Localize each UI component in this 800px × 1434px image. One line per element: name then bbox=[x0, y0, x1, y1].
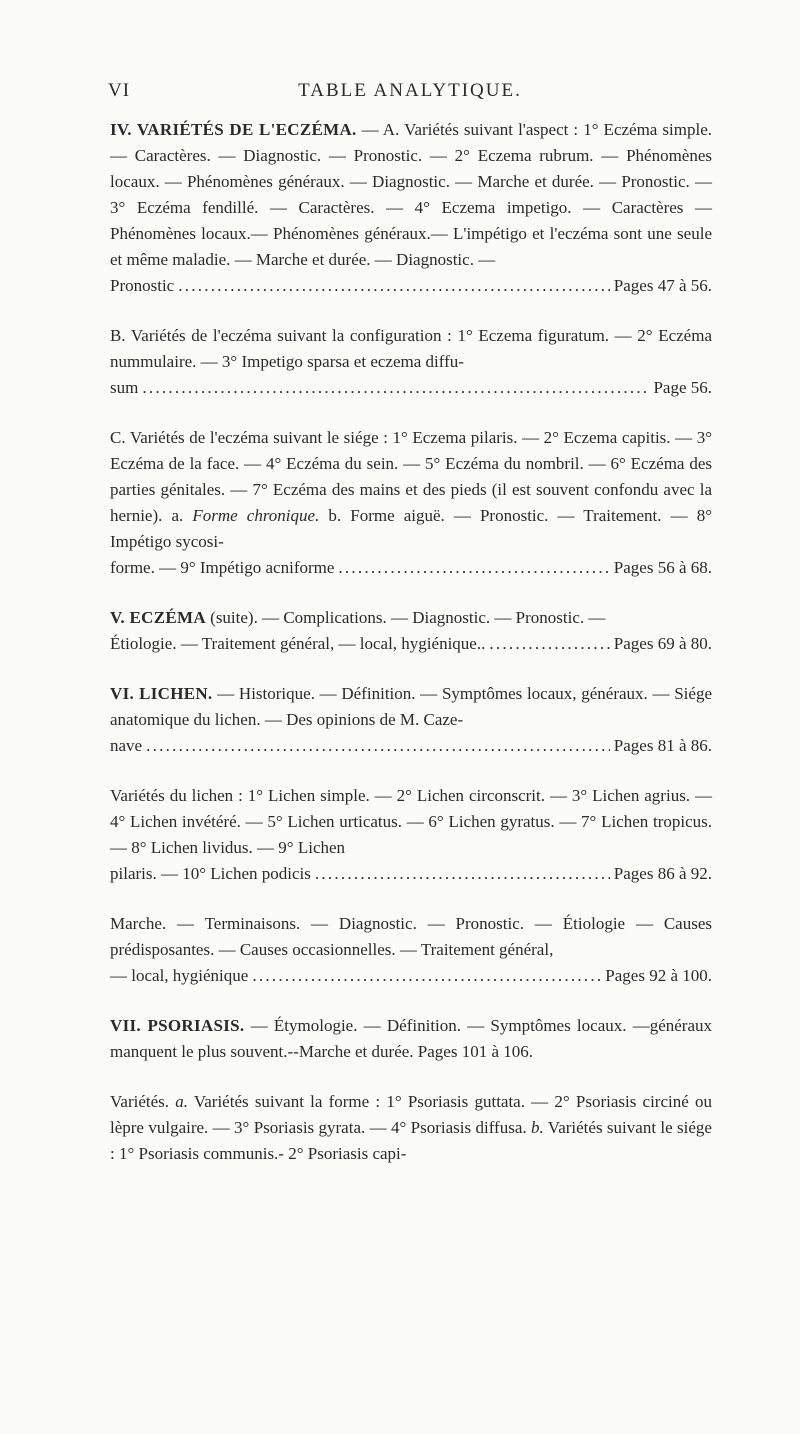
entry-b-pages: Page 56. bbox=[653, 378, 712, 397]
entry-c-text2: b. Forme aiguë. — Pronostic. — Traitement. — 8° Impétigo sycosi- bbox=[110, 506, 713, 551]
entry-c-pages: Pages 56 à 68. bbox=[613, 558, 712, 577]
entry-vii-heading: VII. PSORIASIS. bbox=[110, 1016, 245, 1035]
entry-iv-pages: Pages 47 à 56. bbox=[613, 276, 712, 295]
dot-leader bbox=[489, 631, 609, 657]
psoriasis-varieties-a: a. bbox=[175, 1092, 188, 1111]
marche-last: — local, hygiénique bbox=[110, 966, 249, 985]
entry-vi-leader bbox=[110, 733, 712, 759]
entry-iv-text: — A. Variétés suivant l'aspect : 1° Eczéma simple. — Caractères. — Diagnostic. — Pronostic. — 2° Eczema rubrum. — Phénomènes locaux. — Phénomènes généraux. — Diagnostic. — Marche et durée. — Pronostic. — 3° Eczéma fendillé. — Caractères. — 4° Eczema impetigo. — Caractères — Phénomènes locaux.— Phénomènes généraux.— L'impétigo et l'eczéma sont une seule et même maladie. — Marche et durée. — Diagnostic. — bbox=[110, 120, 712, 269]
table-of-contents bbox=[110, 117, 712, 1167]
entry-v-text: (suite). — Complications. — Diagnostic. — Pronostic. — bbox=[205, 608, 606, 627]
marche-leader bbox=[110, 963, 712, 989]
dot-leader bbox=[252, 963, 601, 989]
entry-b bbox=[110, 323, 712, 375]
dot-leader bbox=[338, 555, 609, 581]
entry-marche bbox=[110, 911, 712, 963]
page-number: VI bbox=[108, 80, 131, 101]
dot-leader bbox=[178, 273, 610, 299]
entry-c-last: forme. — 9° Impétigo acniforme bbox=[110, 558, 335, 577]
entry-v bbox=[110, 605, 712, 631]
entry-c-italic: Forme chronique. bbox=[192, 506, 320, 525]
entry-c-leader bbox=[110, 555, 712, 581]
entry-b-last: sum bbox=[110, 378, 139, 397]
psoriasis-varieties-text3: Variétés suivant le siége : 1° Psoriasis communis.- 2° Psoriasis capi- bbox=[110, 1118, 712, 1163]
page-header bbox=[108, 80, 712, 108]
dot-leader bbox=[142, 375, 649, 401]
marche-pages: Pages 92 à 100. bbox=[605, 966, 712, 985]
entry-vi-pages: Pages 81 à 86. bbox=[613, 736, 712, 755]
psoriasis-varieties-text2: Variétés suivant la forme : 1° Psoriasis guttata. — 2° Psoriasis circiné ou lèpre vulgaire. — 3° Psoriasis gyrata. — 4° Psoriasis diffusa. bbox=[110, 1092, 712, 1137]
psoriasis-varieties-text1: Variétés. bbox=[110, 1092, 176, 1111]
entry-iv bbox=[110, 117, 712, 273]
psoriasis-varieties-b: b. bbox=[531, 1118, 544, 1137]
entry-lichen-varieties bbox=[110, 783, 712, 861]
entry-c bbox=[110, 425, 712, 555]
entry-vi bbox=[110, 681, 712, 733]
entry-vi-heading: VI. LICHEN. bbox=[110, 684, 213, 703]
lichen-varieties-pages: Pages 86 à 92. bbox=[613, 864, 712, 883]
lichen-varieties-leader bbox=[110, 861, 712, 887]
entry-iv-leader bbox=[110, 273, 712, 299]
entry-b-leader bbox=[110, 375, 712, 401]
dot-leader bbox=[315, 861, 610, 887]
lichen-varieties-last: pilaris. — 10° Lichen podicis bbox=[110, 864, 311, 883]
entry-v-pages: Pages 69 à 80. bbox=[613, 634, 712, 653]
entry-iv-last: Pronostic bbox=[110, 276, 175, 295]
entry-v-last: Étiologie. — Traitement général, — local, hygiénique.. bbox=[110, 634, 486, 653]
entry-v-leader bbox=[110, 631, 712, 657]
entry-psoriasis-varieties bbox=[110, 1089, 712, 1167]
entry-b-text: B. Variétés de l'eczéma suivant la configuration : 1° Eczema figuratum. — 2° Eczéma nummulaire. — 3° Impetigo sparsa et eczema diffu- bbox=[110, 326, 712, 371]
marche-text: Marche. — Terminaisons. — Diagnostic. — Pronostic. — Étiologie — Causes prédisposantes. — Causes occasionnelles. — Traitement général, bbox=[110, 914, 712, 959]
entry-iv-heading: IV. VARIÉTÉS DE L'ECZÉMA. bbox=[110, 120, 357, 139]
entry-c-text1: C. Variétés de l'eczéma suivant le siége : 1° Eczema pilaris. — 2° Eczema capitis. — 3° Eczéma de la face. — 4° Eczéma du sein. — 5° Eczéma du nombril. — 6° Eczéma des parties génitales. — 7° Eczéma des mains et des pieds (il est souvent confondu avec la hernie). a. bbox=[110, 428, 712, 525]
entry-vi-last: nave bbox=[110, 736, 143, 755]
entry-vii-text: — Étymologie. — Définition. — Symptômes locaux. —généraux manquent le plus souvent.--Marche et durée. Pages 101 à 106. bbox=[110, 1016, 712, 1061]
dot-leader bbox=[146, 733, 610, 759]
lichen-varieties-text: Variétés du lichen : 1° Lichen simple. — 2° Lichen circonscrit. — 3° Lichen agrius. — 4° Lichen invétéré. — 5° Lichen urticatus. — 6° Lichen gyratus. — 7° Lichen tropicus. — 8° Lichen lividus. — 9° Lichen bbox=[110, 786, 712, 857]
running-title: TABLE ANALYTIQUE. bbox=[298, 80, 522, 101]
entry-vi-text: — Historique. — Définition. — Symptômes locaux, généraux. — Siége anatomique du lichen. — Des opinions de M. Caze- bbox=[110, 684, 712, 729]
entry-vii bbox=[110, 1013, 712, 1065]
entry-v-heading: V. ECZÉMA bbox=[110, 608, 206, 627]
